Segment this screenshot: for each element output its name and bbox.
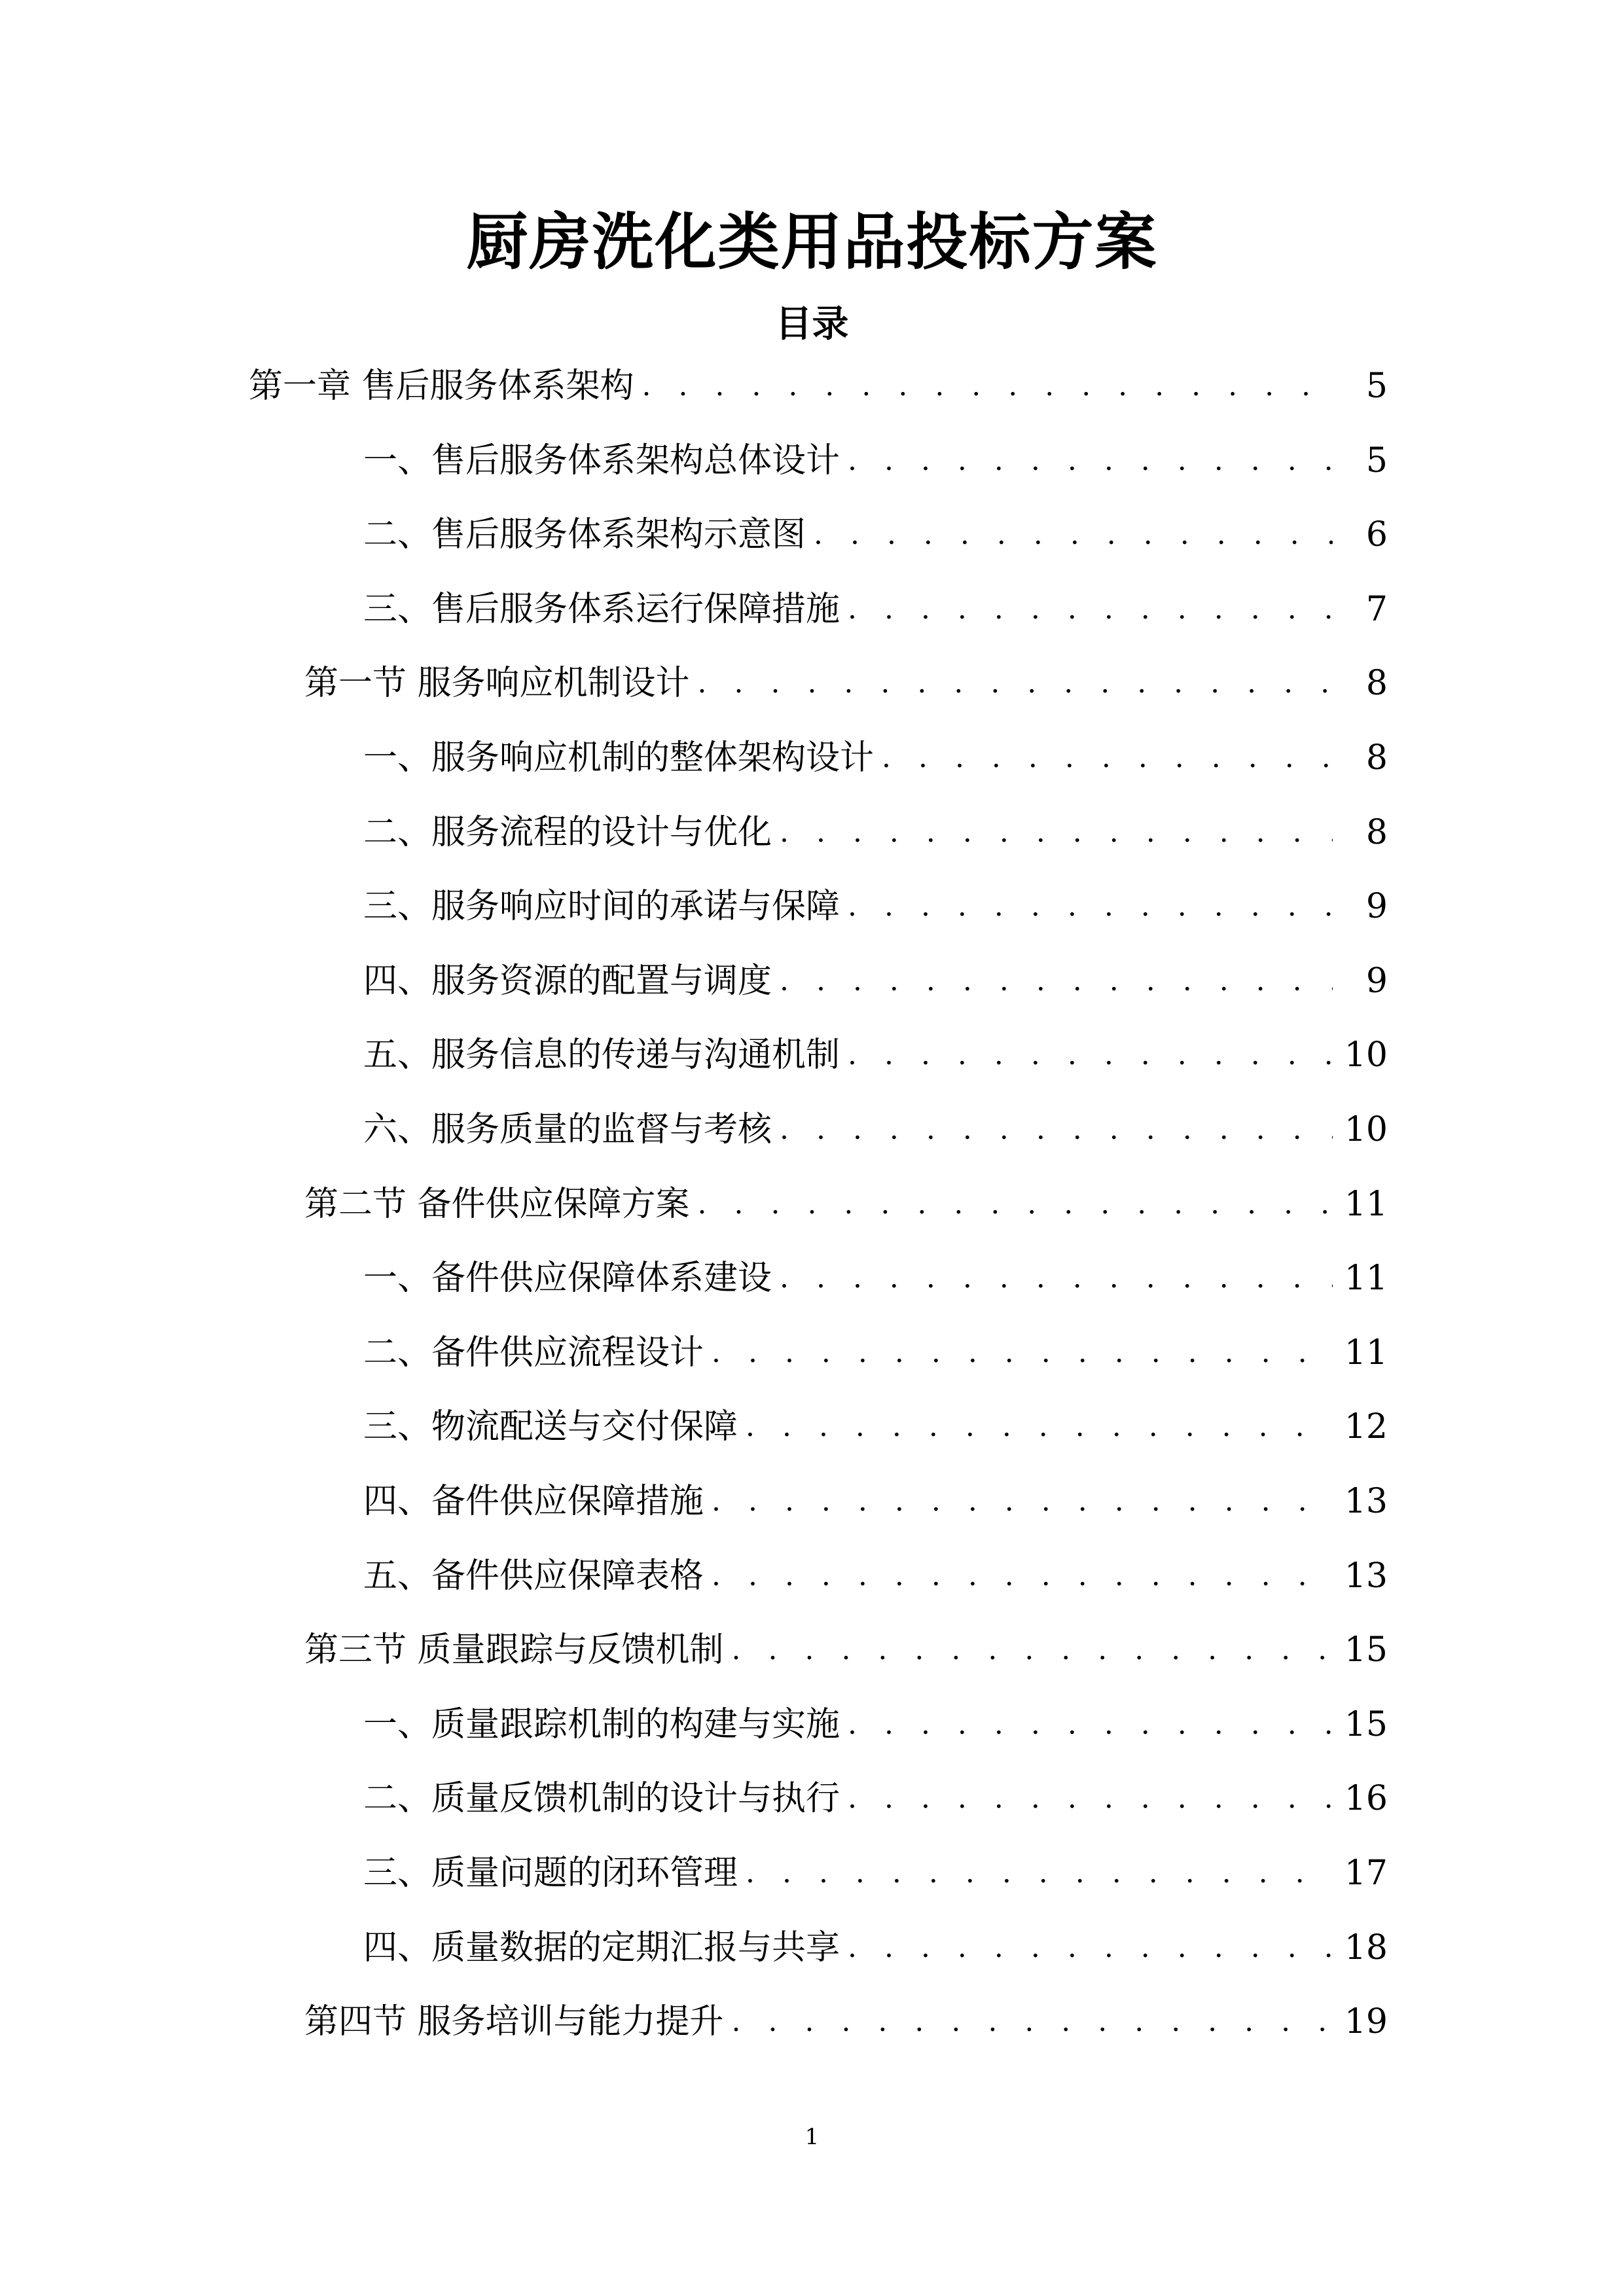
- toc-dot-leader: [732, 1624, 1333, 1676]
- toc-entry-page: 5: [1365, 440, 1388, 480]
- toc-entry-label: 第二节 备件供应保障方案: [304, 1184, 690, 1224]
- toc-entry[interactable]: [363, 955, 1388, 1007]
- toc-entry[interactable]: [363, 1475, 1388, 1528]
- toc-entry[interactable]: [304, 657, 1388, 709]
- toc-dot-leader: [848, 1922, 1333, 1974]
- toc-entry-label: 第一章 售后服务体系架构: [249, 367, 634, 406]
- toc-entry-label: 三、服务响应时间的承诺与保障: [363, 887, 840, 927]
- toc-entry-page: 11: [1344, 1333, 1388, 1372]
- toc-dot-leader: [848, 880, 1333, 933]
- toc-dot-leader: [698, 1178, 1333, 1230]
- toc-entry[interactable]: [363, 1327, 1388, 1379]
- page-number: 1: [804, 2124, 820, 2150]
- toc-entry-label: 四、质量数据的定期汇报与共享: [363, 1928, 840, 1967]
- toc-dot-leader: [848, 1772, 1333, 1825]
- toc-dot-leader: [746, 1401, 1333, 1453]
- toc-entry-label: 第四节 服务培训与能力提升: [304, 2002, 724, 2042]
- toc-dot-leader: [780, 806, 1333, 859]
- toc-entry-label: 一、备件供应保障体系建设: [363, 1259, 772, 1299]
- toc-entry[interactable]: [363, 1103, 1388, 1156]
- toc-heading: 目录: [775, 302, 849, 346]
- toc-dot-leader: [732, 1996, 1333, 2048]
- toc-entry-page: 9: [1365, 887, 1388, 927]
- toc-entry-label: 一、质量跟踪机制的构建与实施: [363, 1704, 840, 1744]
- toc-entry-label: 三、物流配送与交付保障: [363, 1407, 738, 1447]
- toc-dot-leader: [848, 583, 1333, 636]
- toc-entry-page: 10: [1344, 1035, 1388, 1075]
- toc-entry-label: 五、服务信息的传递与沟通机制: [363, 1035, 840, 1075]
- toc-dot-leader: [712, 1475, 1333, 1528]
- toc-entry[interactable]: [363, 1401, 1388, 1453]
- toc-entry-page: 13: [1344, 1482, 1388, 1521]
- toc-dot-leader: [780, 955, 1333, 1007]
- toc-entry-page: 13: [1344, 1556, 1388, 1596]
- toc-entry-label: 一、服务响应机制的整体架构设计: [363, 738, 875, 778]
- toc-dot-leader: [780, 1103, 1333, 1156]
- toc-entry[interactable]: [363, 509, 1388, 561]
- toc-entry-page: 15: [1344, 1630, 1388, 1670]
- toc-entry-page: 6: [1365, 515, 1388, 555]
- toc-entry[interactable]: [363, 1922, 1388, 1974]
- toc-entry-label: 第三节 质量跟踪与反馈机制: [304, 1630, 724, 1670]
- toc-entry-page: 5: [1365, 367, 1388, 406]
- toc-entry[interactable]: [363, 1252, 1388, 1304]
- toc-entry-label: 二、服务流程的设计与优化: [363, 812, 772, 852]
- toc-entry-page: 17: [1344, 1854, 1388, 1893]
- toc-entry-label: 三、质量问题的闭环管理: [363, 1854, 738, 1893]
- toc-dot-leader: [712, 1327, 1333, 1379]
- toc-entry-page: 8: [1365, 812, 1388, 852]
- toc-dot-leader: [698, 657, 1333, 709]
- toc-entry-label: 一、售后服务体系架构总体设计: [363, 440, 840, 480]
- toc-entry-page: 16: [1344, 1779, 1388, 1819]
- toc-entry-label: 三、售后服务体系运行保障措施: [363, 589, 840, 629]
- toc-entry-label: 五、备件供应保障表格: [363, 1556, 704, 1596]
- toc-entry[interactable]: [363, 583, 1388, 636]
- toc-entry-page: 7: [1365, 589, 1388, 629]
- toc-entry[interactable]: [363, 806, 1388, 859]
- toc-entry[interactable]: [363, 1698, 1388, 1751]
- document-title: 厨房洗化类用品投标方案: [466, 206, 1158, 278]
- toc-entry[interactable]: [304, 1178, 1388, 1230]
- toc-dot-leader: [642, 360, 1333, 412]
- toc-dot-leader: [746, 1847, 1333, 1899]
- toc-entry[interactable]: [363, 1550, 1388, 1602]
- toc-entry-page: 12: [1344, 1407, 1388, 1447]
- toc-entry[interactable]: [249, 360, 1388, 412]
- toc-dot-leader: [780, 1252, 1333, 1304]
- toc-entry-label: 二、质量反馈机制的设计与执行: [363, 1779, 840, 1819]
- toc-entry-label: 四、服务资源的配置与调度: [363, 961, 772, 1001]
- toc-dot-leader: [814, 509, 1333, 561]
- toc-entry-page: 15: [1344, 1704, 1388, 1744]
- toc-entry[interactable]: [304, 1624, 1388, 1676]
- toc-entry-page: 11: [1344, 1259, 1388, 1299]
- toc-entry-page: 11: [1344, 1184, 1388, 1224]
- toc-entry-label: 六、服务质量的监督与考核: [363, 1110, 772, 1149]
- toc-dot-leader: [882, 732, 1333, 784]
- toc-entry-label: 二、备件供应流程设计: [363, 1333, 704, 1372]
- toc-entry-label: 二、售后服务体系架构示意图: [363, 515, 806, 555]
- toc-dot-leader: [848, 435, 1333, 487]
- toc-entry-page: 9: [1365, 961, 1388, 1001]
- toc-entry[interactable]: [363, 1029, 1388, 1081]
- toc-entry[interactable]: [363, 1847, 1388, 1899]
- toc-entry[interactable]: [363, 880, 1388, 933]
- toc-entry-page: 18: [1344, 1928, 1388, 1967]
- toc-entry[interactable]: [304, 1996, 1388, 2048]
- toc-entry-page: 10: [1344, 1110, 1388, 1149]
- toc-dot-leader: [712, 1550, 1333, 1602]
- toc-entry[interactable]: [363, 1772, 1388, 1825]
- toc-dot-leader: [848, 1029, 1333, 1081]
- toc-dot-leader: [848, 1698, 1333, 1751]
- toc-entry-label: 四、备件供应保障措施: [363, 1482, 704, 1521]
- toc-entry-page: 8: [1365, 664, 1388, 704]
- toc-entry-page: 8: [1365, 738, 1388, 778]
- toc-entry-page: 19: [1344, 2002, 1388, 2042]
- toc-entry[interactable]: [363, 435, 1388, 487]
- toc-entry-label: 第一节 服务响应机制设计: [304, 664, 690, 704]
- toc-entry[interactable]: [363, 732, 1388, 784]
